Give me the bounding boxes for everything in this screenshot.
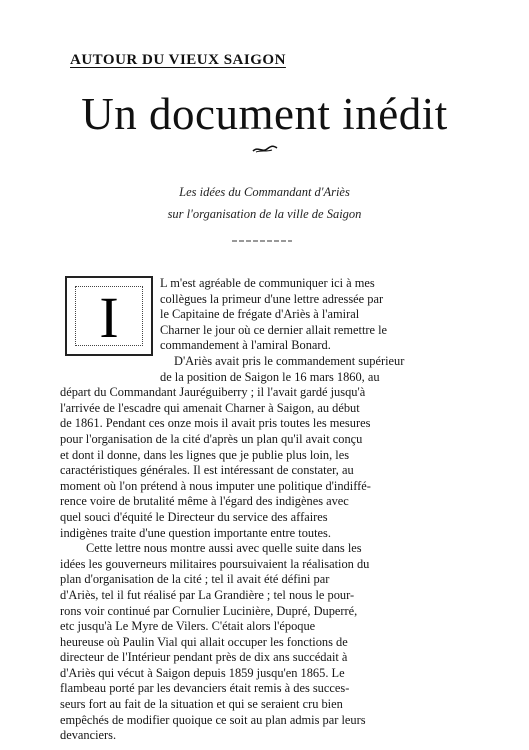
subtitle [0, 181, 529, 225]
text-line: et dont il donne, dans les lignes que je publie plus loin, les [60, 447, 350, 462]
text-line: plan d'organisation de la cité ; tel il avait été défini par [60, 572, 330, 587]
text-line: l'arrivée de l'escadre qui amenait Charner à Saigon, au début [60, 400, 360, 415]
text-line: moment où l'on prétend à nous imputer une politique d'indiffé- [60, 478, 371, 493]
text-line: de 1861. Pendant ces onze mois il avait pris toutes les mesures [60, 416, 371, 431]
text-line: Cette lettre nous montre aussi avec quelle suite dans les [86, 541, 362, 556]
separator-rule [232, 240, 292, 242]
paragraph-2 [60, 354, 458, 744]
text-line: quel souci d'équité le Directeur du service des affaires [60, 509, 328, 524]
paragraph-1 [160, 276, 458, 354]
text-line: seurs fort au fait de la situation et qui se seraient cru bien [60, 697, 343, 712]
scroll-flourish-icon [252, 144, 278, 154]
text-line: Charner le jour où ce dernier allait remettre le [160, 322, 388, 337]
text-line: L m'est agréable de communiquer ici à mes [160, 276, 375, 290]
text-line: flambeau porté par les devanciers était remis à des succes- [60, 681, 350, 696]
text-line: indigènes traite d'une question importante entre toutes. [60, 525, 331, 540]
text-line: devanciers. [60, 728, 117, 743]
subtitle-line: Les idées du Commandant d'Ariès [179, 185, 350, 199]
text-line: heureuse où Paulin Vial qui allait occuper les fonctions de [60, 634, 348, 649]
running-head: AUTOUR DU VIEUX SAIGON [70, 52, 286, 68]
text-line: collègues la primeur d'une lettre adressée par [160, 291, 384, 306]
drop-cap-letter: I [99, 285, 119, 350]
page-title: Un document inédit [81, 89, 448, 139]
text-line: etc jusqu'à Le Myre de Vilers. C'était alors l'époque [60, 619, 316, 634]
text-line: le Capitaine de frégate d'Ariès à l'amiral [160, 307, 360, 322]
text-line: commandement à l'amiral Bonard. [160, 338, 331, 353]
text-line: empêchés de modifier quoique ce soit au plan admis par leurs [60, 712, 366, 727]
text-line: directeur de l'Intérieur pendant près de dix ans succédait à [60, 650, 348, 665]
text-line: de la position de Saigon le 16 mars 1860, au [160, 369, 380, 384]
text-line: rons voir continué par Cornulier Lucinière, Dupré, Duperré, [60, 603, 358, 618]
text-line: D'Ariès avait pris le commandement supérieur [174, 354, 405, 368]
drop-cap [65, 276, 153, 356]
subtitle-line: sur l'organisation de la ville de Saigon [167, 207, 362, 221]
text-line: d'Ariès, tel il fut réalisé par La Grandière ; tel nous le pour- [60, 587, 355, 602]
text-line: rence voire de brutalité même à l'égard des indigènes avec [60, 494, 349, 509]
text-line: départ du Commandant Jauréguiberry ; il l'avait gardé jusqu'à [60, 385, 366, 400]
text-line: d'Ariès qui vécut à Saigon depuis 1859 jusqu'en 1865. Le [60, 665, 345, 680]
text-line: caractéristiques générales. Il est intéressant de constater, au [60, 463, 354, 478]
text-line: idées les gouverneurs militaires poursuivaient la réalisation du [60, 556, 370, 571]
text-line: pour l'organisation de la cité d'après un plan qu'il avait conçu [60, 431, 363, 446]
